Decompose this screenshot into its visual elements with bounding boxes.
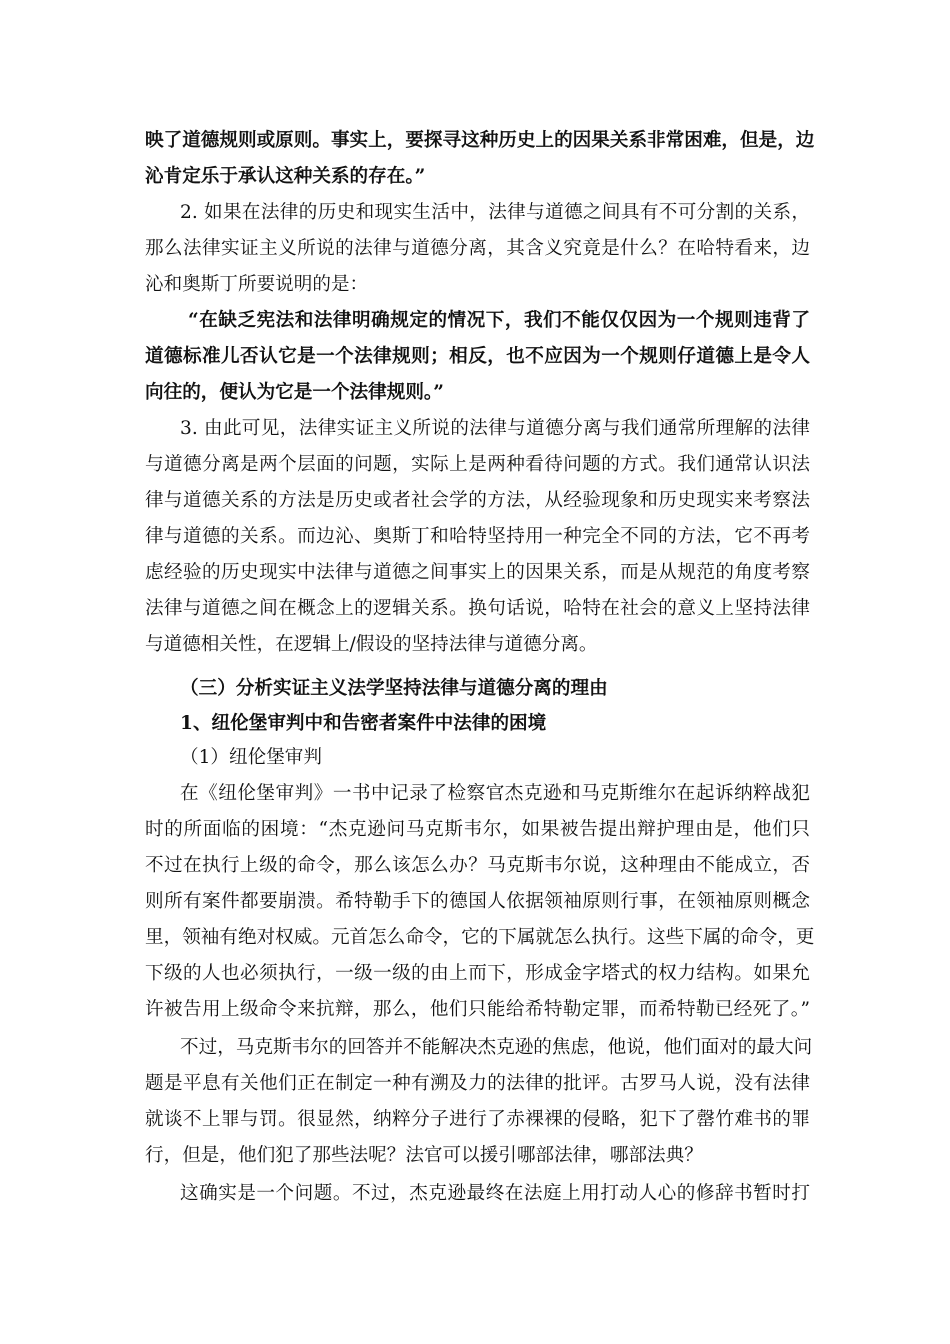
subsection-heading: 1、纽伦堡审判中和告密者案件中法律的困境 [180,713,547,734]
text-line: 虑经验的历史现实中法律与道德之间事实上的因果关系，而是从规范的角度考察 [145,562,810,583]
quote-line: “在缺乏宪法和法律明确规定的情况下，我们不能仅仅因为一个规则违背了 [188,310,810,331]
text-line: 这确实是一个问题。不过，杰克逊最终在法庭上用打动人心的修辞书暂时打 [180,1183,810,1204]
text-line: 题是平息有关他们正在制定一种有溯及力的法律的批评。古罗马人说，没有法律 [145,1073,810,1094]
quote-line: 向往的，便认为它是一个法律规则。” [145,382,444,403]
text-line: 与道德分离是两个层面的问题，实际上是两种看待问题的方式。我们通常认识法 [145,454,810,475]
text-line: 就谈不上罪与罚。很显然，纳粹分子进行了赤裸裸的侵略，犯下了罄竹难书的罪 [145,1109,810,1130]
quote-line: 道德标准儿否认它是一个法律规则；相反，也不应因为一个规则仔道德上是令人 [145,346,810,367]
text-line: 不过，马克斯韦尔的回答并不能解决杰克逊的焦虑，他说，他们面对的最大问 [180,1037,813,1058]
text-line: 则所有案件都要崩溃。希特勒手下的德国人依据领袖原则行事，在领袖原则概念 [145,891,810,912]
text-line: 3. 由此可见，法律实证主义所说的法律与道德分离与我们通常所理解的法律 [180,418,810,439]
text-line: 2. 如果在法律的历史和现实生活中，法律与道德之间具有不可分割的关系， [180,202,810,223]
text-line: 不过在执行上级的命令，那么该怎么办？马克斯韦尔说，这种理由不能成立，否 [145,855,810,876]
text-line: 行，但是，他们犯了那些法呢？法官可以援引哪部法律，哪部法典？ [145,1145,703,1166]
section-heading: （三）分析实证主义法学坚持法律与道德分离的理由 [180,678,608,699]
text-line: 沁肯定乐于承认这种关系的存在。” [145,166,426,187]
text-line: 律与道德的关系。而边沁、奥斯丁和哈特坚持用一种完全不同的方法，它不再考 [145,526,810,547]
text-line: 那么法律实证主义所说的法律与道德分离，其含义究竟是什么？在哈特看来，边 [145,238,810,259]
text-line: 沁和奥斯丁所要说明的是： [145,274,369,295]
text-line: 里，领袖有绝对权威。元首怎么命令，它的下属就怎么执行。这些下属的命令，更 [145,927,815,948]
text-line: 在《纽伦堡审判》一书中记录了检察官杰克逊和马克斯维尔在起诉纳粹战犯 [180,783,810,804]
text-line: 法律与道德之间在概念上的逻辑关系。换句话说，哈特在社会的意义上坚持法律 [145,598,810,619]
text-line: 下级的人也必须执行，一级一级的由上而下，形成金字塔式的权力结构。如果允 [145,963,810,984]
text-line: 映了道德规则或原则。事实上，要探寻这种历史上的因果关系非常困难，但是，边 [145,130,815,151]
subsubsection-heading: （1）纽伦堡审判 [180,747,322,768]
text-line: 与道德相关性，在逻辑上/假设的坚持法律与道德分离。 [145,634,598,655]
text-line: 许被告用上级命令来抗辩，那么，他们只能给希特勒定罪，而希特勒已经死了。” [145,999,810,1020]
text-line: 时的所面临的困境：“杰克逊问马克斯韦尔，如果被告提出辩护理由是，他们只 [145,819,810,840]
text-line: 律与道德关系的方法是历史或者社会学的方法，从经验现象和历史现实来考察法 [145,490,810,511]
